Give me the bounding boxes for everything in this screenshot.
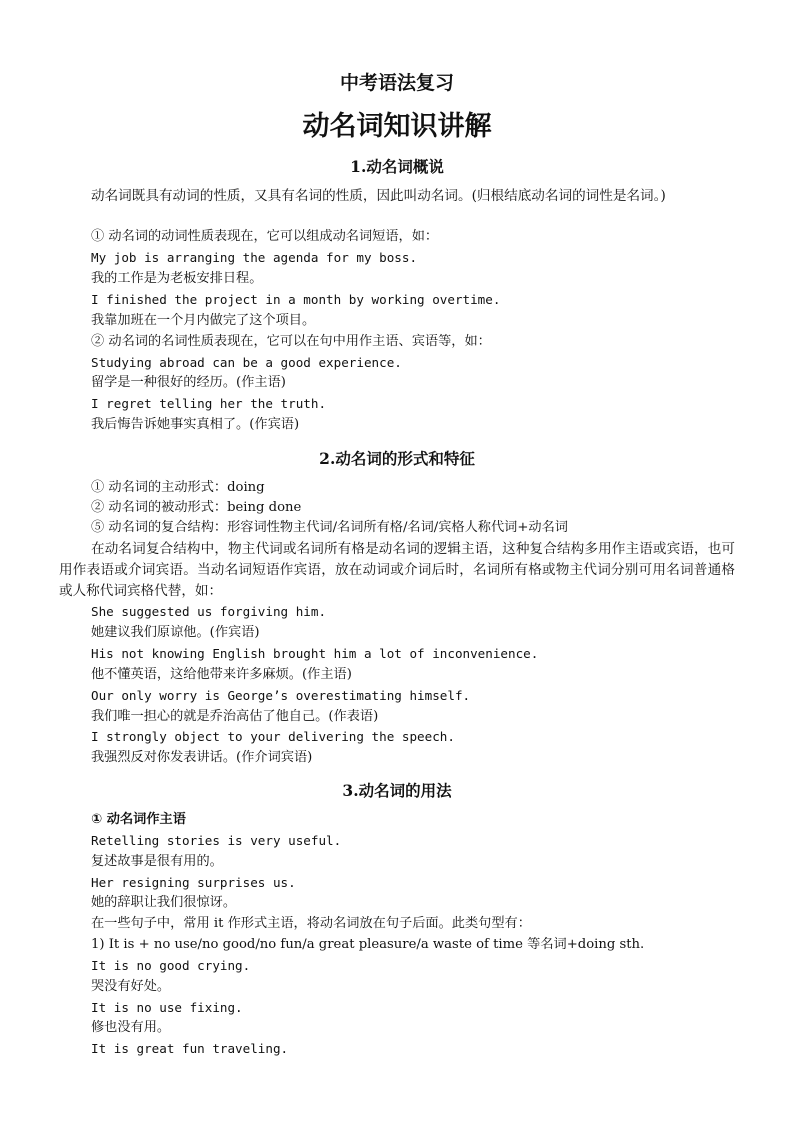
subsection-heading: ① 动名词作主语 (91, 812, 186, 827)
text-line: ⑤ 动名词的复合结构：形容词性物主代词/名词所有格/名词/宾格人称代词+动名词 (91, 520, 568, 535)
section-3-heading: 3.动名词的用法 (342, 781, 452, 800)
translation: 她的辞职让我们很惊讶。 (91, 895, 237, 910)
translation: 我的工作是为老板安排日程。 (91, 271, 263, 286)
example-sentence: His not knowing English brought him a lot of inconvenience. (91, 646, 539, 661)
section-2-paragraph: 在动名词复合结构中，物主代词或名词所有格是动名词的逻辑主语，这种复合结构多用作主语或宾语，也可用作表语或介词宾语。当动名词短语作宾语，放在动词或介词后时，名词所有格或物主代词分别可用名词普通格或人称代词宾格代替，如： (59, 541, 735, 599)
translation: 我靠加班在一个月内做完了这个项目。 (91, 313, 316, 328)
text-line: 在一些句子中，常用 it 作形式主语，将动名词放在句子后面。此类句型有： (91, 916, 531, 931)
example-sentence: It is no good crying. (91, 958, 251, 973)
example-sentence: Our only worry is George’s overestimating himself. (91, 688, 471, 703)
example-sentence: It is great fun traveling. (91, 1041, 289, 1056)
example-sentence: Retelling stories is very useful. (91, 833, 342, 848)
text-line: ② 动名词的名词性质表现在，它可以在句中用作主语、宾语等，如： (91, 334, 491, 349)
example-sentence: My job is arranging the agenda for my boss. (91, 250, 418, 265)
example-sentence: Studying abroad can be a good experience. (91, 355, 402, 370)
example-sentence: She suggested us forgiving him. (91, 604, 327, 619)
example-sentence: I strongly object to your delivering the speech. (91, 729, 455, 744)
text-line: ② 动名词的被动形式：being done (91, 500, 302, 515)
translation: 哭没有好处。 (91, 979, 171, 994)
translation: 她建议我们原谅他。(作宾语) (91, 625, 260, 640)
translation: 我们唯一担心的就是乔治高估了他自己。(作表语) (91, 709, 379, 724)
translation: 留学是一种很好的经历。(作主语) (91, 375, 286, 390)
text-line: ① 动名词的主动形式：doing (91, 480, 265, 495)
section-1-intro: 动名词既具有动词的性质，又具有名词的性质，因此叫动名词。(归根结底动名词的词性是名词。) (91, 188, 666, 204)
translation: 修也没有用。 (91, 1020, 171, 1035)
doc-subtitle: 动名词知识讲解 (302, 111, 492, 142)
doc-title: 中考语法复习 (339, 72, 454, 94)
translation: 复述故事是很有用的。 (91, 854, 223, 869)
example-sentence: I finished the project in a month by working overtime. (91, 292, 501, 307)
translation: 我强烈反对你发表讲话。(作介词宾语) (91, 750, 313, 765)
example-sentence: I regret telling her the truth. (91, 396, 327, 411)
sentence-pattern: 1) It is + no use/no good/no fun/a great pleasure/a waste of time 等名词+doing sth. (91, 937, 645, 952)
example-sentence: It is no use fixing. (91, 1000, 243, 1015)
section-1-heading: 1.动名词概说 (350, 157, 444, 176)
example-sentence: Her resigning surprises us. (91, 875, 296, 890)
translation: 我后悔告诉她事实真相了。(作宾语) (91, 417, 300, 432)
section-2-heading: 2.动名词的形式和特征 (319, 449, 475, 468)
text-line: ① 动名词的动词性质表现在，它可以组成动名词短语，如： (91, 229, 439, 244)
translation: 他不懂英语，这给他带来许多麻烦。(作主语) (91, 667, 352, 682)
